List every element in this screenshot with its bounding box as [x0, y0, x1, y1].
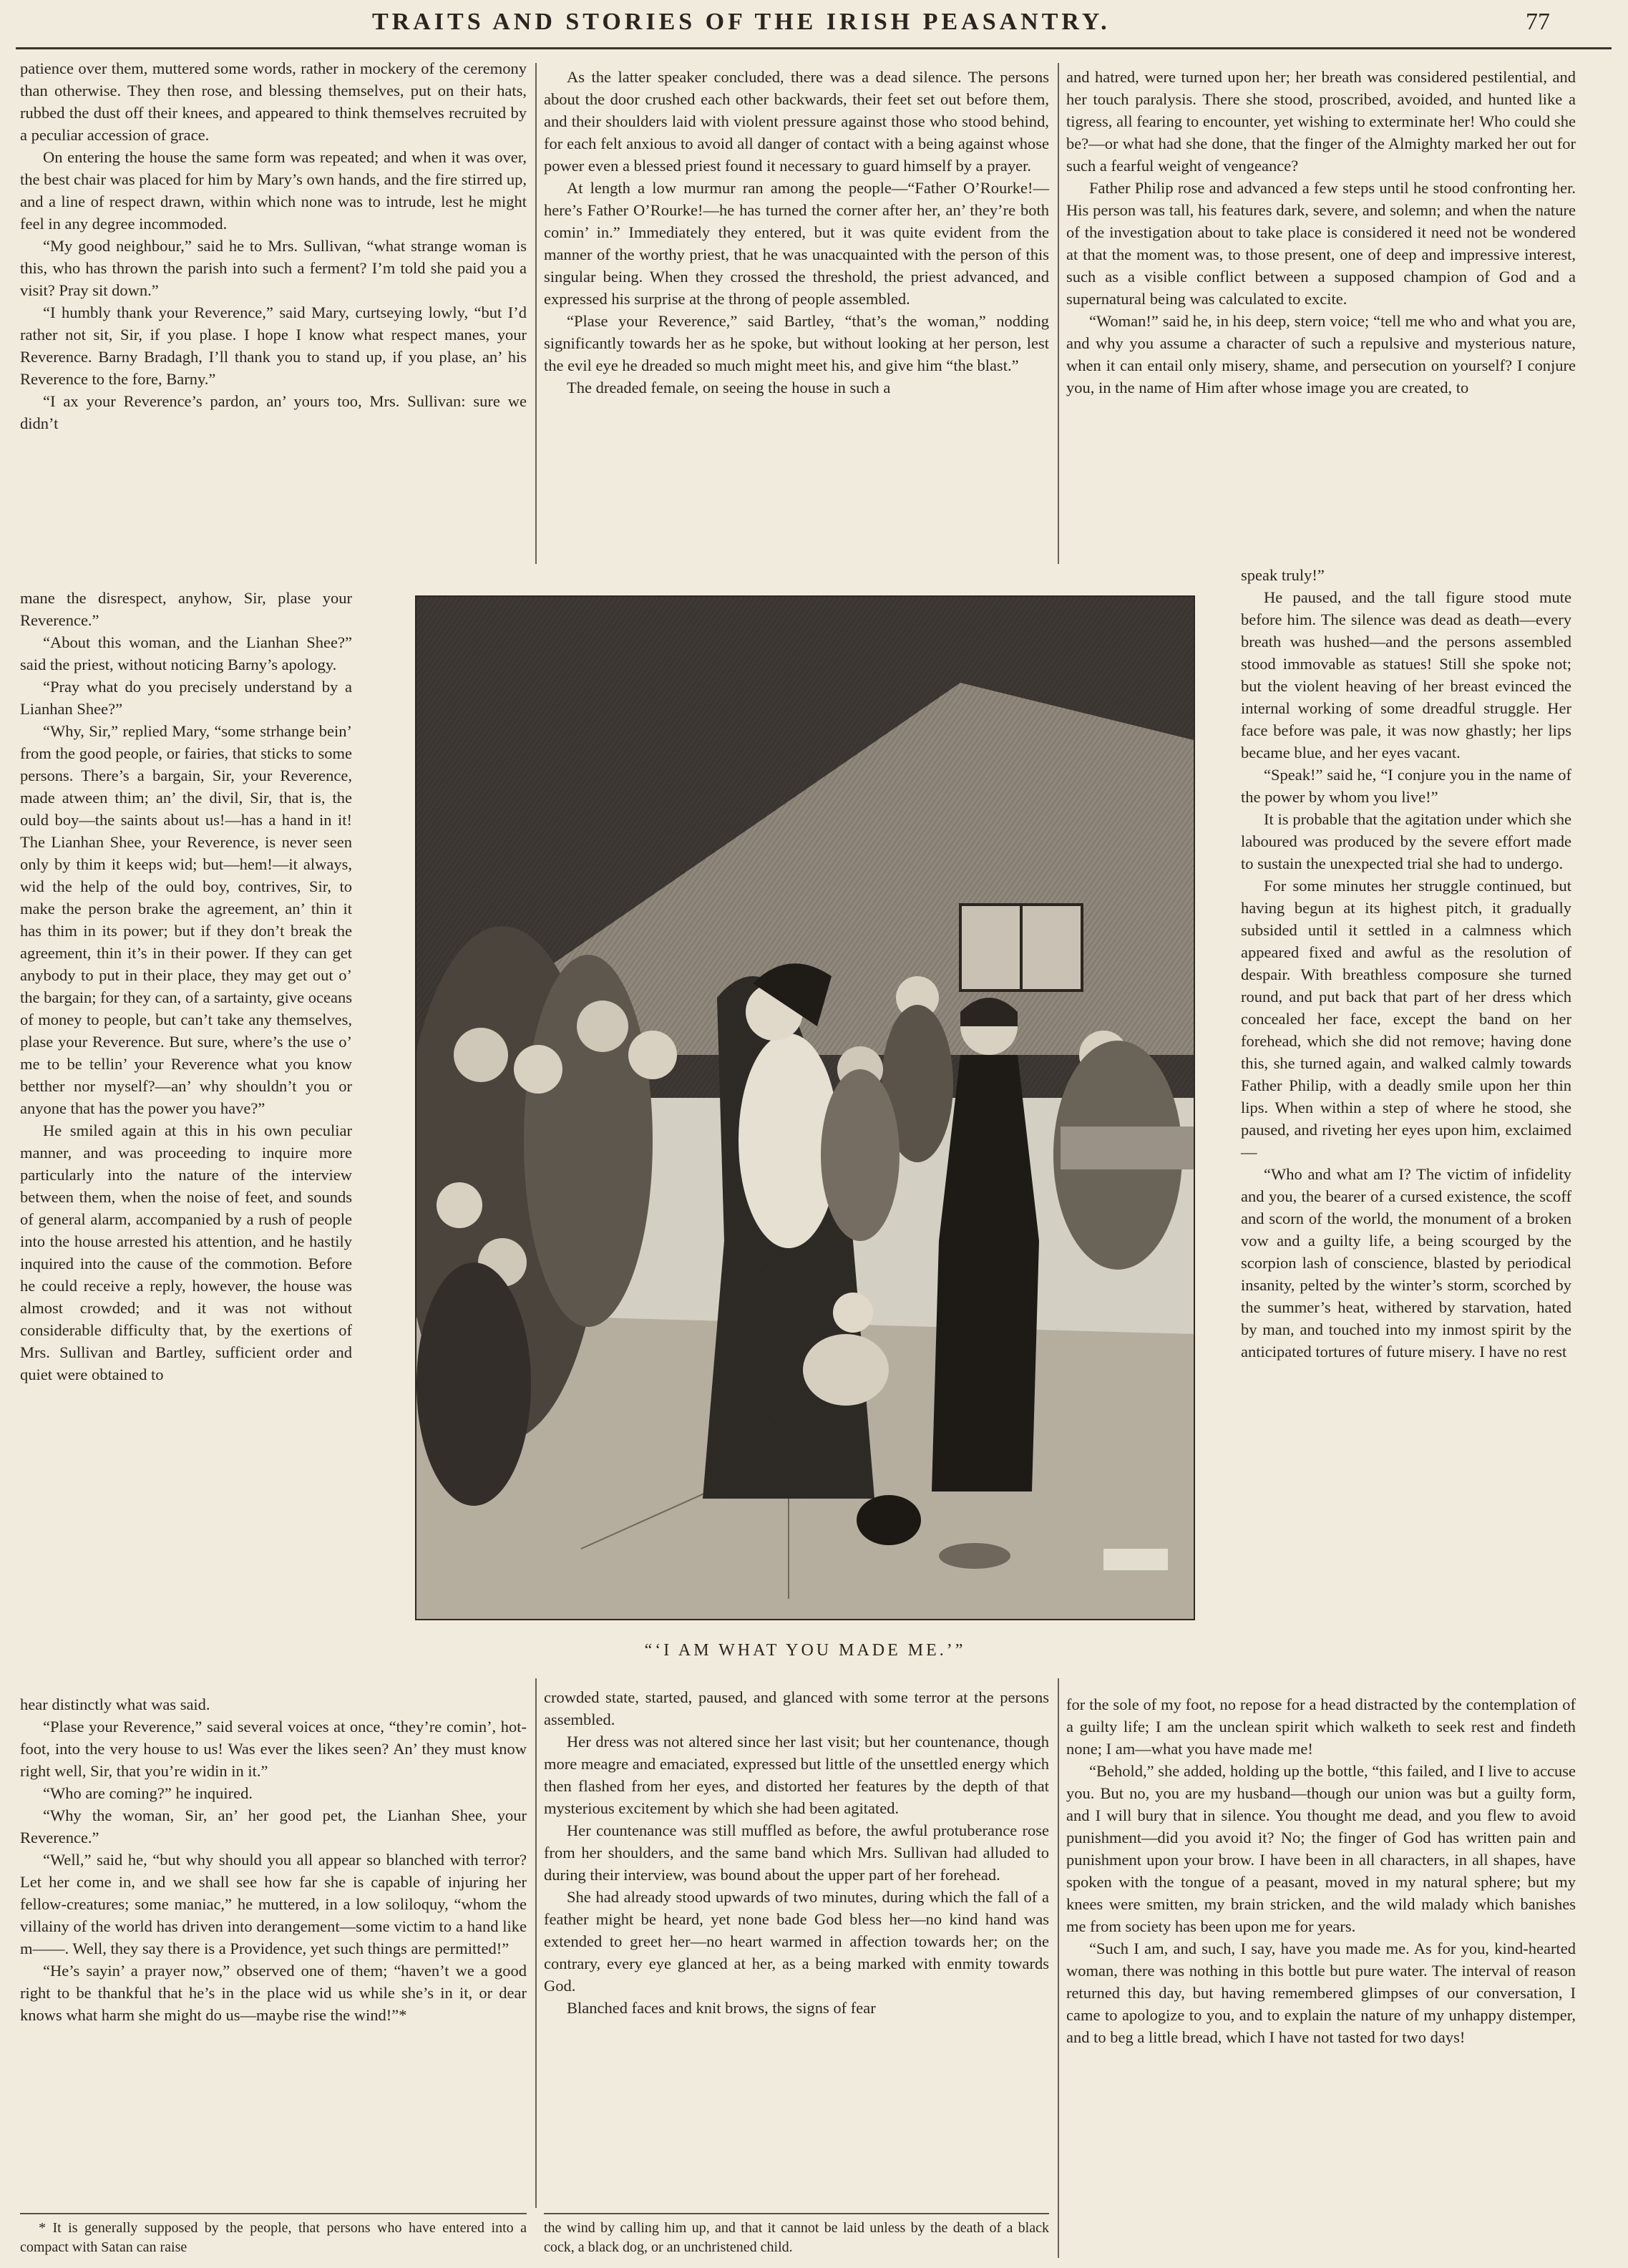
- paragraph: “Why the woman, Sir, an’ her good pet, the Lianhan Shee, your Reverence.”: [20, 1806, 527, 1846]
- footnote-part-1: [20, 2219, 527, 2257]
- paragraph: Father Philip rose and advanced a few steps until he stood confronting her. His person was tall, his features dark, severe, and solemn; and when the nature of the investigation about to take place is considered it need not be wondered at that the moment was, to those present, one of deep and impressive interest, such as a visible conflict between a supposed champion of God and a supernatural being was calculated to excite.: [1066, 179, 1576, 308]
- page-number: 77: [1526, 9, 1550, 35]
- column-1-top: [20, 57, 527, 434]
- paragraph: At length a low murmur ran among the people—“Father O’Rourke!—here’s Father O’Rourke!—he has turned the corner after her, an’ they’re both comin’ in.” Immediately they entered, but it was quite evident from the manner of the worthy priest, that he was unacquainted with the person of this singular being. When they crossed the threshold, the priest advanced, and expressed his surprise at the throng of people assembled.: [544, 179, 1049, 308]
- paragraph: For some minutes her struggle continued, but having begun at its highest pitch, it gradually subsided until it settled in a calmness which appeared fixed and awful as the resolution of despair. With breathless composure she turned round, and put back that part of her dress which concealed her face, except the band on her forehead, which she did not remove; having done this, she turned again, and walked calmly towards Father Philip, with a deadly smile upon her thin lips. When within a step of where he stood, she paused, and riveting her eyes upon him, exclaimed—: [1241, 877, 1571, 1161]
- running-title: TRAITS AND STORIES OF THE IRISH PEASANTRY.: [372, 9, 1111, 35]
- column-rule-left-lower: [535, 1678, 537, 2208]
- paragraph: “Who and what am I? The victim of infidelity and you, the bearer of a cursed existence, the scoff and scorn of the world, the monument of a broken vow and a guilty life, a being scourged by the scorpion lash of conscience, blasted by periodical insanity, pelted by the winter’s storm, scorched by the summer’s heat, withered by starvation, hated by man, and touched into my inmost spirit by the anticipated tortures of future misery. I have no rest: [1241, 1165, 1571, 1361]
- column-1-bottom: [20, 1693, 527, 2026]
- paragraph: “I ax your Reverence’s pardon, an’ yours too, Mrs. Sullivan: sure we didn’t: [20, 392, 527, 432]
- paragraph: As the latter speaker concluded, there was a dead silence. The persons about the door crushed each other backwards, their feet set out before them, and their shoulders laid with violent pressure against those who stood behind, for each felt anxious to avoid all danger of contact with a being against whose power even a blessed priest found it necessary to guard himself by a prayer.: [544, 68, 1049, 175]
- paragraph: “I humbly thank your Reverence,” said Mary, curtseying lowly, “but I’d rather not sit, Sir, if you plase. I hope I know what respect manes, your Reverence. Barny Bradagh, I’ll thank you to stand up, if you plase, an’ his Reverence to the fore, Barny.”: [20, 303, 527, 388]
- paragraph: “Why, Sir,” replied Mary, “some strhange bein’ from the good people, or fairies, that sticks to some persons. There’s a bargain, Sir, your Reverence, made atween thim; an’ the divil, Sir, that is, the ould boy—the saints about us!—has a hand in it! The Lianhan Shee, your Reverence, is never seen only by thim it keeps wid; but—hem!—it always, wid the help of the ould boy, contrives, Sir, to make the person brake the agreement, an’ thin it has thim in its power; but if they don’t break the agreement, thin it’s in their power. If they can get anybody to put in their place, they may get out o’ the bargain; for they can, of a sartainty, give oceans of money to people, but can’t take any themselves, plase your Reverence. But sure, where’s the use o’ me to be tellin’ your Reverence what you know betther nor myself?—an’ why shouldn’t you or anyone that has the power you have?”: [20, 722, 352, 1117]
- paragraph: “Speak!” said he, “I conjure you in the name of the power by whom you live!”: [1241, 766, 1571, 806]
- paragraph: “Pray what do you precisely understand by a Lianhan Shee?”: [20, 678, 352, 718]
- column-rule-right-lower: [1058, 1678, 1059, 2258]
- running-header: [0, 0, 1628, 46]
- header-rule: [16, 47, 1612, 49]
- paragraph: “My good neighbour,” said he to Mrs. Sullivan, “what strange woman is this, who has thrown the parish into such a ferment? I’m told she paid you a visit? Pray sit down.”: [20, 237, 527, 299]
- paragraph: “Behold,” she added, holding up the bottle, “this failed, and I live to accuse you. But no, you are my husband—though our union was but a guilty form, and I will bury that in silence. You thought me dead, and you flew to avoid punishment—did you avoid it? No; the finger of God has written pain and punishment upon your brow. I have been in all characters, in all shapes, have spoken with the tongue of a peasant, moved in my natural sphere; but my knees were smitten, my brain stricken, and the wild malady which banishes me from society has been upon me for years.: [1066, 1762, 1576, 1935]
- paragraph: Blanched faces and knit brows, the signs of fear: [567, 1999, 876, 2017]
- paragraph: speak truly!”: [1241, 566, 1325, 584]
- footnote-text: the wind by calling him up, and that it cannot be laid unless by the death of a black cock, a black dog, or an unchristened child.: [544, 2220, 1049, 2255]
- paragraph: On entering the house the same form was repeated; and when it was over, the best chair was placed for him by Mary’s own hands, and the fire stirred up, and a line of respect drawn, within which none was to intrude, lest he might feel in any degree incommoded.: [20, 148, 527, 233]
- column-3-top: [1066, 66, 1576, 399]
- paragraph: Her countenance was still muffled as before, the awful protuberance rose from her shoulders, and the same band which Mrs. Sullivan had alluded to during their interview, was bound about the upper part of her forehead.: [544, 1821, 1049, 1884]
- paragraph: “He’s sayin’ a prayer now,” observed one of them; “haven’t we a good right to be thankful that he’s in the place wid us while she’s in it, or dear knows what harm she might do us—maybe rise the wind!”*: [20, 1962, 527, 2024]
- footnote-part-2: [544, 2219, 1049, 2257]
- column-1-narrow: [20, 587, 352, 1386]
- paragraph: mane the disrespect, anyhow, Sir, plase your Reverence.”: [20, 589, 352, 629]
- column-2-top: [544, 66, 1049, 399]
- engraving-illustration: [415, 595, 1195, 1620]
- column-3-narrow: [1241, 564, 1571, 1363]
- paragraph: “Well,” said he, “but why should you all appear so blanched with terror? Let her come in, and we shall see how far she is capable of injuring her fellow-creatures; some maniac,” he muttered, in a low soliloquy, “whom the villainy of the world has driven into derangement—some victim to a hand like m——. Well, they say there is a Providence, yet such things are permitted!”: [20, 1851, 527, 1957]
- paragraph: “Such I am, and such, I say, have you made me. As for you, kind-hearted woman, there was nothing in this bottle but pure water. The interval of reason returned this day, but having remembered glimpses of our conversation, I came to apologize to you, and to explain the nature of my unhappy distemper, and to beg a little bread, which I have not tasted for two days!: [1066, 1940, 1576, 2046]
- footnote-text: * It is generally supposed by the people, that persons who have entered into a compact with Satan can raise: [20, 2220, 527, 2255]
- paragraph: “Plase your Reverence,” said several voices at once, “they’re comin’, hot-foot, into the very house to us! Was ever the likes seen? An’ they must know right well, Sir, that you’re widin in it.”: [20, 1718, 527, 1780]
- paragraph: He smiled again at this in his own peculiar manner, and was proceeding to inquire more particularly into the nature of the interview between them, when the noise of feet, and sounds of general alarm, accompanied by a rush of people into the house arrested his attention, and he hastily inquired into the cause of the commotion. Before he could receive a reply, however, the house was almost crowded; and it was not without considerable difficulty that, by the exertions of Mrs. Sullivan and Bartley, sufficient order and quiet were obtained to: [20, 1121, 352, 1383]
- paragraph: Her dress was not altered since her last visit; but her countenance, though more meagre and emaciated, expressed but little of the unsettled energy which then flashed from her eyes, and distorted her features by the depth of that mysterious excitement by which she had been agitated.: [544, 1733, 1049, 1817]
- paragraph: crowded state, started, paused, and glanced with some terror at the persons assembled.: [544, 1688, 1049, 1728]
- paragraph: It is probable that the agitation under which she laboured was produced by the severe effort made to sustain the unexpected trial she had to undergo.: [1241, 810, 1571, 872]
- paragraph: for the sole of my foot, no repose for a head distracted by the contemplation of a guilty life; I am the unclean spirit which walketh to seek rest and findeth none; I am—what you have made me!: [1066, 1695, 1576, 1758]
- column-3-bottom: [1066, 1693, 1576, 2048]
- column-2-bottom: [544, 1686, 1049, 2019]
- footnote-rule-left: [20, 2213, 527, 2214]
- footnote-rule-middle: [544, 2213, 1049, 2214]
- column-rule-left-upper: [535, 63, 537, 564]
- paragraph: “About this woman, and the Lianhan Shee?” said the priest, without noticing Barny’s apology.: [20, 633, 352, 673]
- paragraph: “Plase your Reverence,” said Bartley, “that’s the woman,” nodding significantly towards her as he spoke, but without looking at her person, lest the evil eye he dreaded so much might meet his, and give him “the blast.”: [544, 312, 1049, 374]
- paragraph: and hatred, were turned upon her; her breath was considered pestilential, and her touch paralysis. There she stood, proscribed, avoided, and hunted like a tigress, all fearing to encounter, yet wishing to exterminate her! Who could she be?—or what had she done, that the finger of the Almighty marked her out for such a fearful weight of vengeance?: [1066, 68, 1576, 175]
- paragraph: “Woman!” said he, in his deep, stern voice; “tell me who and what you are, and why you assume a character of such a repulsive and mysterious nature, when it can entail only misery, shame, and persecution on yourself? I conjure you, in the name of Him after whose image you are created, to: [1066, 312, 1576, 396]
- paragraph: patience over them, muttered some words, rather in mockery of the ceremony than otherwise. They then rose, and blessing themselves, put on their hats, rubbed the dust off their knees, and appeared to think themselves recruited by a peculiar accession of grace.: [20, 59, 527, 144]
- paragraph: The dreaded female, on seeing the house in such a: [567, 379, 891, 396]
- paragraph: hear distinctly what was said.: [20, 1695, 210, 1713]
- paragraph: “Who are coming?” he inquired.: [43, 1784, 253, 1802]
- paragraph: She had already stood upwards of two minutes, during which the fall of a feather might be heard, yet none bade God bless her—no kind hand was extended to greet her—no heart warmed in affection towards her; on the contrary, every eye glanced at her, as a being marked with enmity towards God.: [544, 1888, 1049, 1995]
- column-rule-right-upper: [1058, 63, 1059, 564]
- illustration-caption: “‘I AM WHAT YOU MADE ME.’”: [644, 1641, 966, 1660]
- paragraph: He paused, and the tall figure stood mute before him. The silence was dead as death—every breath was hushed—and the persons assembled stood immovable as statues! Still she spoke not; but the violent heaving of her breast evinced the internal working of some dreadful struggle. Her face before was pale, it was now ghastly; her lips became blue, and her eyes vacant.: [1241, 588, 1571, 761]
- engraving-drawing: [416, 597, 1194, 1619]
